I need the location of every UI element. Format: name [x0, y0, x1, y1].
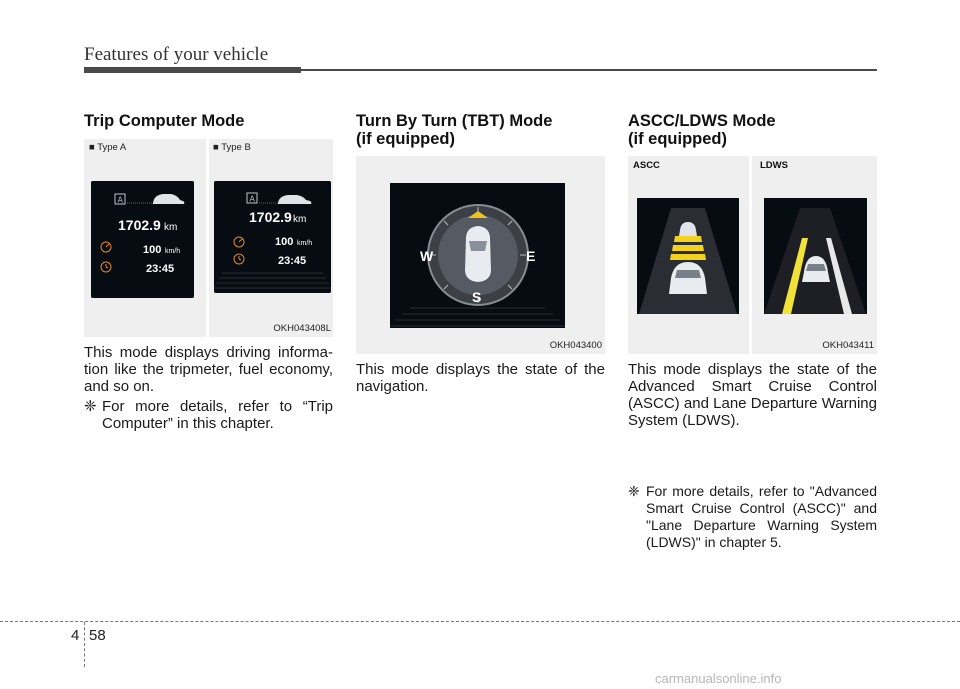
trip-computer-note	[84, 398, 333, 432]
speed-value-a: 100	[143, 244, 162, 256]
ascc-label: ASCC	[633, 160, 660, 171]
tbt-display	[390, 183, 565, 328]
type-b-label: ■ Type B	[213, 142, 251, 153]
figure-ascc-ldws	[628, 156, 877, 354]
distance-unit-b: km	[293, 214, 307, 225]
gap-bar-1	[674, 236, 702, 242]
distance-value-a: 1702.9	[118, 217, 161, 233]
section-heading-ascc-ldws	[628, 112, 776, 148]
tbt-heading-line2: (if equipped)	[356, 130, 455, 148]
compass-west-label: W	[420, 248, 434, 264]
section-heading-trip-computer: Trip Computer Mode	[84, 112, 245, 130]
footer-divider	[84, 622, 85, 667]
ascc-display	[637, 198, 739, 314]
time-value-b: 23:45	[278, 255, 307, 267]
trip-display-type-a	[91, 181, 194, 298]
distance-unit-a: km	[164, 222, 178, 233]
section-heading-tbt	[356, 112, 552, 148]
distance-value-b: 1702.9	[249, 209, 292, 225]
speed-unit-a: km/h	[165, 248, 181, 255]
ldws-display	[764, 198, 867, 314]
speed-value-b: 100	[275, 236, 294, 248]
header-bar	[84, 67, 301, 73]
figure-divider	[206, 139, 209, 337]
figure-tbt	[356, 156, 605, 354]
type-a-label: ■ Type A	[89, 142, 127, 153]
page-header-title: Features of your vehicle	[84, 44, 269, 65]
note-mark: ❈	[628, 483, 640, 499]
page-number: 58	[89, 627, 106, 644]
figure-trip-computer	[84, 139, 333, 337]
figure-code-ascc: OKH043411	[822, 340, 874, 351]
note-mark: ❈	[84, 398, 97, 415]
time-value-a: 23:45	[146, 263, 175, 275]
figure-code-trip: OKH043408L	[273, 323, 331, 334]
ascc-note-text: For more details, refer to "Advanced Smart Cruise Control (ASCC)" and "Lane Departure Warning System (LDWS)" in chapter 5.	[646, 483, 877, 550]
gap-bar-3	[670, 254, 706, 260]
badge-text-b: A	[249, 194, 255, 204]
badge-text-a: A	[117, 195, 123, 205]
car-top-view-icon	[465, 226, 491, 282]
watermark: carmanualsonline.info	[655, 671, 782, 686]
figure-divider	[749, 156, 752, 354]
ascc-note	[628, 483, 877, 551]
ldws-label: LDWS	[760, 160, 788, 171]
figure-code-tbt: OKH043400	[549, 340, 602, 351]
tbt-description: This mode displays the state of the navigation.	[356, 361, 605, 395]
trip-computer-description: This mode displays driving informa-tion like the tripmeter, fuel economy, and so on.	[84, 344, 333, 395]
chapter-number: 4	[71, 627, 80, 644]
speed-unit-b: km/h	[297, 240, 313, 247]
ascc-description: This mode displays the state of the Advanced Smart Cruise Control (ASCC) and Lane Departure Warning System (LDWS).	[628, 361, 877, 429]
gap-bar-2	[672, 245, 704, 251]
compass-east-label: E	[526, 248, 536, 264]
ascc-heading-line2: (if equipped)	[628, 130, 727, 148]
ascc-heading-line1: ASCC/LDWS Mode	[628, 112, 776, 130]
tbt-heading-line1: Turn By Turn (TBT) Mode	[356, 112, 553, 130]
trip-computer-note-text: For more details, refer to “Trip Computer” in this chapter.	[102, 398, 333, 432]
footer-rule	[0, 621, 960, 622]
compass-south-label: S	[472, 289, 482, 305]
trip-display-type-b	[214, 181, 331, 293]
header-rule	[301, 69, 877, 71]
